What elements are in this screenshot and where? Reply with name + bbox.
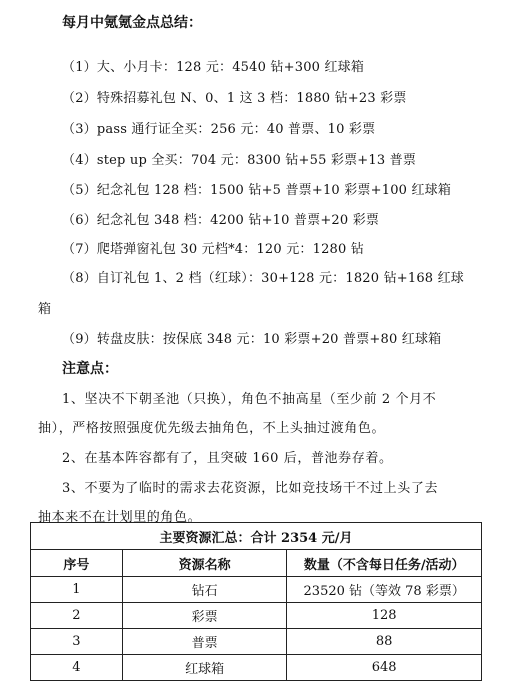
row-seq: 3 <box>31 629 123 655</box>
header-qty: 数量（不含每日任务/活动） <box>287 550 482 577</box>
summary-item-6: （6）纪念礼包 348 档：4200 钻+10 普票+20 彩票 <box>62 213 380 228</box>
summary-item-8-continued: 箱 <box>38 302 52 317</box>
monthly-summary-heading: 每月中氪氪金点总结： <box>62 15 202 31</box>
summary-item-4: （4）step up 全买：704 元：8300 钻+55 彩票+13 普票 <box>62 153 417 168</box>
row-seq: 1 <box>31 577 123 603</box>
row-name: 彩票 <box>122 603 287 629</box>
table-title-row <box>31 523 482 550</box>
row-name: 普票 <box>122 629 287 655</box>
note-line-1: 1、坚决不下朝圣池（只换），角色不抽高星（至少前 2 个月不 <box>62 392 437 407</box>
row-qty: 23520 钻（等效 78 彩票） <box>287 577 482 603</box>
row-name: 红球箱 <box>122 655 287 681</box>
table-row <box>31 629 482 655</box>
header-name: 资源名称 <box>122 550 287 577</box>
summary-item-7: （7）爬塔弹窗礼包 30 元档*4：120 元：1280 钻 <box>62 242 365 257</box>
summary-item-3: （3）pass 通行证全买：256 元：40 普票、10 彩票 <box>62 122 376 137</box>
note-line-4: 3、不要为了临时的需求去花资源，比如竞技场干不过上头了去 <box>62 481 439 496</box>
header-seq: 序号 <box>31 550 123 577</box>
summary-item-5: （5）纪念礼包 128 档：1500 钻+5 普票+10 彩票+100 红球箱 <box>62 183 452 198</box>
row-name: 钻石 <box>122 577 287 603</box>
summary-item-9: （9）转盘皮肤：按保底 348 元：10 彩票+20 普票+80 红球箱 <box>62 332 442 347</box>
row-qty: 88 <box>287 629 482 655</box>
resource-summary-table <box>30 522 482 681</box>
table-row <box>31 655 482 681</box>
summary-item-2: （2）特殊招募礼包 N、0、1 这 3 档：1880 钻+23 彩票 <box>62 91 407 106</box>
row-qty: 128 <box>287 603 482 629</box>
row-seq: 4 <box>31 655 123 681</box>
note-line-2: 抽），严格按照强度优先级去抽角色，不上头抽过渡角色。 <box>38 421 386 436</box>
table-row <box>31 577 482 603</box>
notes-heading: 注意点： <box>62 361 118 377</box>
table-title: 主要资源汇总：合计 2354 元/月 <box>31 523 482 550</box>
row-qty: 648 <box>287 655 482 681</box>
table-header-row <box>31 550 482 577</box>
row-seq: 2 <box>31 603 123 629</box>
note-line-3: 2、在基本阵容都有了，且突破 160 后，普池券存着。 <box>62 451 393 466</box>
table-row <box>31 603 482 629</box>
summary-item-8: （8）自订礼包 1、2 档（红球）：30+128 元：1820 钻+168 红球 <box>62 271 465 286</box>
note-line-5: 抽本来不在计划里的角色。 <box>38 510 202 525</box>
summary-item-1: （1）大、小月卡：128 元：4540 钻+300 红球箱 <box>62 60 365 75</box>
